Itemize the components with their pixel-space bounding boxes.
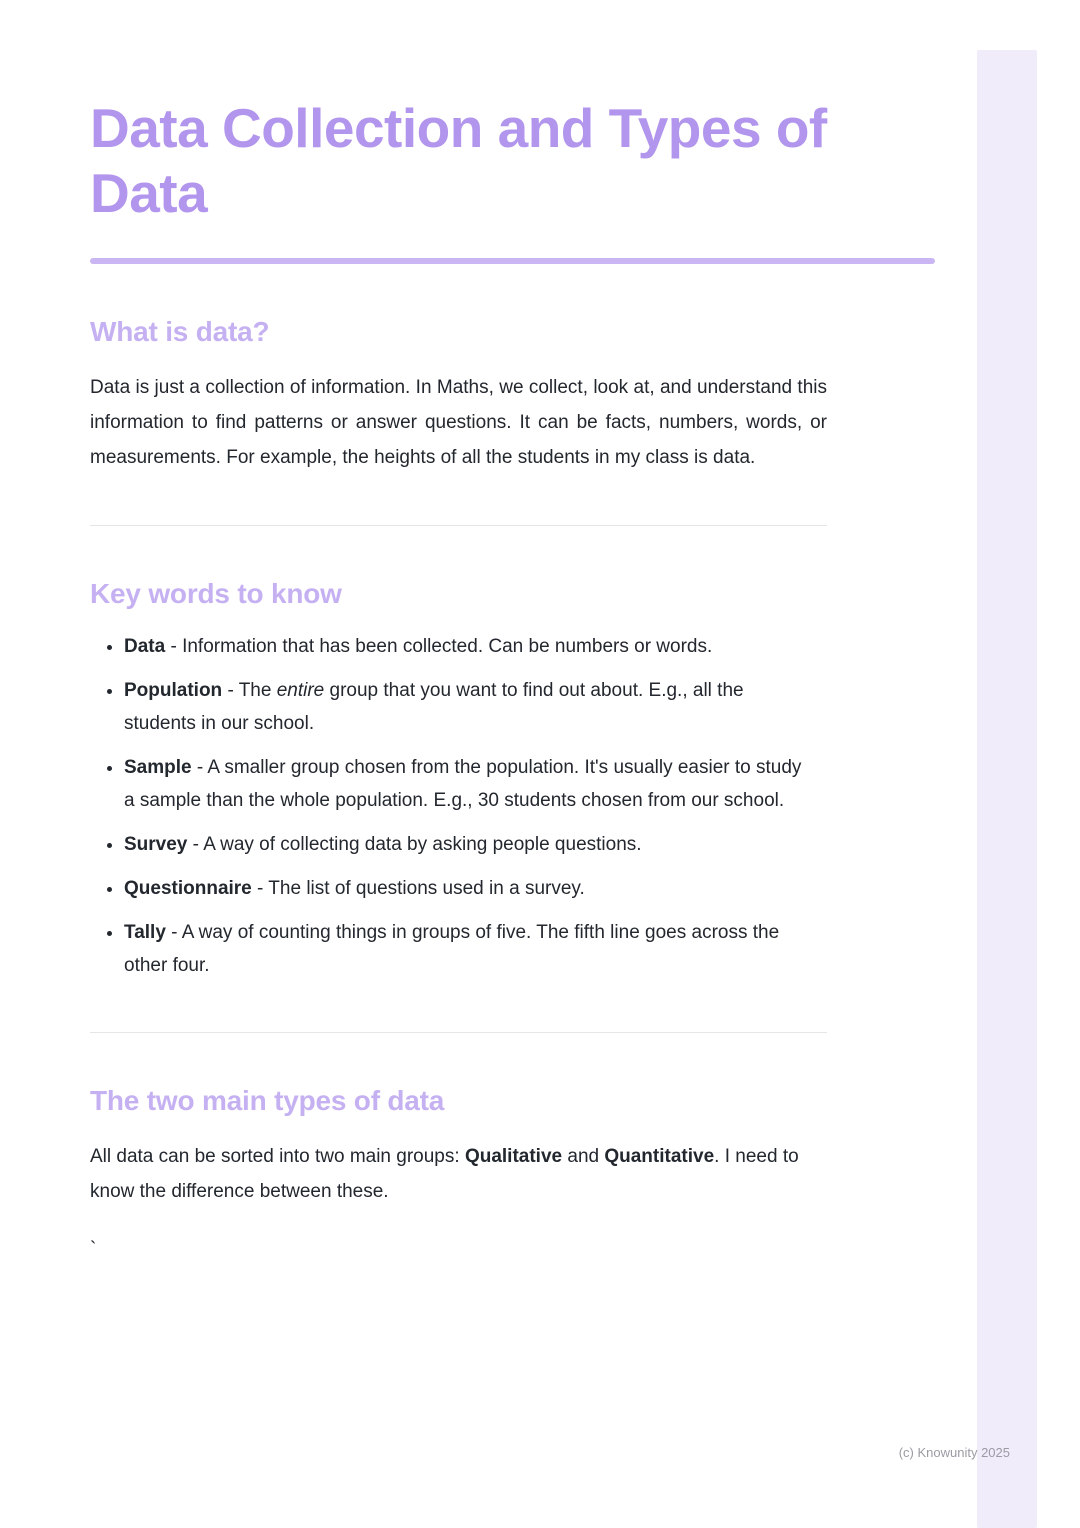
quantitative-term: Quantitative bbox=[604, 1145, 715, 1167]
list-item-data bbox=[124, 630, 810, 663]
stray-backtick: ` bbox=[90, 1238, 97, 1260]
keyword-definition-pre: - The bbox=[227, 679, 277, 701]
keyword-term: Data bbox=[124, 635, 166, 657]
keyword-definition-emphasis: entire bbox=[276, 679, 325, 701]
section-divider bbox=[90, 525, 827, 526]
keyword-term: Tally bbox=[124, 921, 166, 943]
keyword-definition: - The list of questions used in a survey. bbox=[257, 877, 585, 899]
section-two-types bbox=[90, 1085, 935, 1266]
section-key-words bbox=[90, 578, 935, 982]
keyword-definition: - A smaller group chosen from the population. It's usually easier to study a sample than the whole population. E.g., 30 students chosen from our school. bbox=[124, 756, 802, 811]
keyword-term: Survey bbox=[124, 833, 188, 855]
section-what-is-data bbox=[90, 316, 935, 475]
page-title: Data Collection and Types of Data bbox=[90, 97, 827, 224]
section-divider bbox=[90, 1032, 827, 1033]
paragraph-what-is-data: Data is just a collection of information. In Maths, we collect, look at, and understand this information to find patterns or answer questions. It can be facts, numbers, words, or measurements. For example, the heights of all the students in my class is data. bbox=[90, 376, 827, 468]
keyword-definition: - A way of counting things in groups of five. The fifth line goes across the other four. bbox=[124, 921, 780, 976]
list-item-population bbox=[124, 674, 810, 740]
qualitative-term: Qualitative bbox=[464, 1145, 563, 1167]
keyword-definition-post: group that you want to find out about. E.g., all the students in our school. bbox=[124, 679, 744, 734]
keyword-definition: - Information that has been collected. Can be numbers or words. bbox=[170, 635, 713, 657]
two-types-text-pre: All data can be sorted into two main groups: bbox=[90, 1145, 465, 1167]
paragraph-two-types bbox=[90, 1139, 827, 1209]
keyword-term: Sample bbox=[124, 756, 192, 778]
copyright-note: (c) Knowunity 2025 bbox=[898, 1445, 1010, 1460]
section-heading-two-types: The two main types of data bbox=[90, 1084, 445, 1116]
keyword-term: Questionnaire bbox=[124, 877, 252, 899]
two-types-text-post: . I need to know the difference between these. bbox=[90, 1145, 799, 1202]
list-item-questionnaire bbox=[124, 872, 810, 905]
section-heading-what-is-data: What is data? bbox=[90, 315, 270, 347]
keyword-term: Population bbox=[124, 679, 223, 701]
keyword-definition: - A way of collecting data by asking people questions. bbox=[192, 833, 642, 855]
list-item-survey bbox=[124, 828, 810, 861]
right-margin-strip bbox=[977, 50, 1037, 1528]
two-types-text-mid: and bbox=[562, 1145, 605, 1167]
title-rule bbox=[90, 258, 935, 264]
section-heading-key-words: Key words to know bbox=[90, 577, 342, 609]
keyword-list bbox=[90, 630, 810, 982]
list-item-sample bbox=[124, 751, 810, 817]
list-item-tally bbox=[124, 916, 810, 982]
